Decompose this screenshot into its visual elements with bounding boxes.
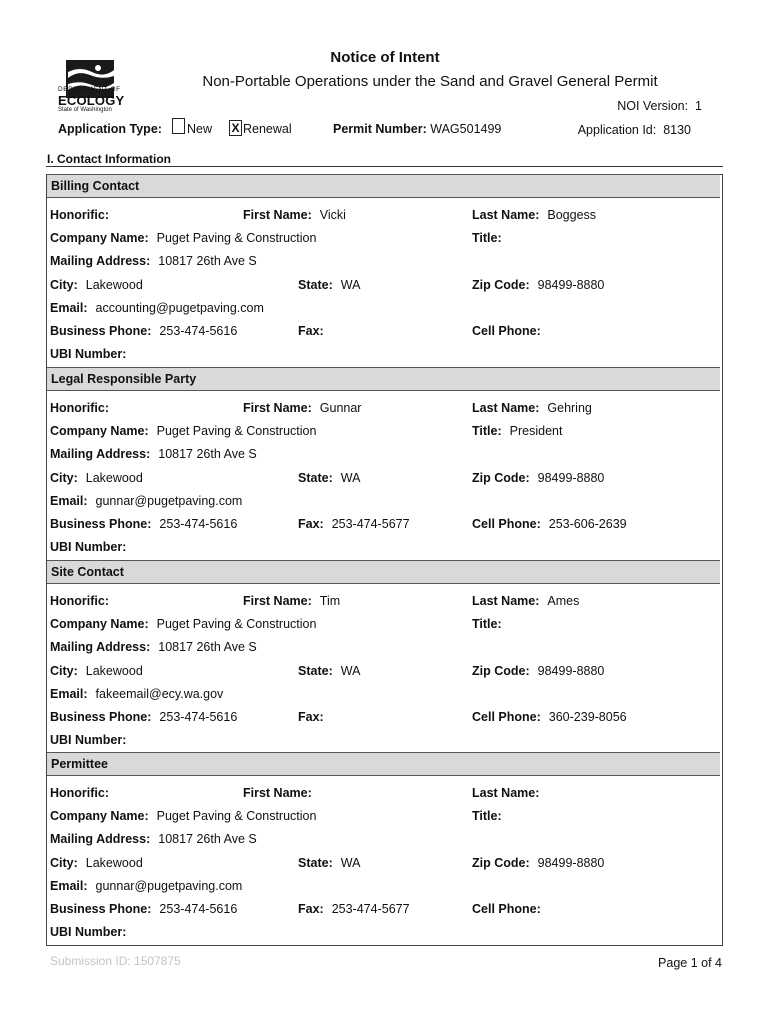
contact-city	[50, 278, 143, 292]
contact-email	[50, 687, 223, 701]
contact-state-value: WA	[340, 856, 361, 870]
contact-honorific-label: Honorific:	[50, 594, 110, 608]
contact-state-label: State:	[298, 278, 333, 292]
contact-mailing-address	[50, 447, 257, 461]
contact-first-name-label: First Name:	[243, 208, 312, 222]
contact-email-value: gunnar@pugetpaving.com	[95, 879, 243, 893]
contact-company-value: Puget Paving & Construction	[156, 231, 317, 245]
contact-title	[472, 424, 562, 438]
contact-state-label: State:	[298, 471, 333, 485]
contact-title-label: Title:	[472, 231, 502, 245]
contact-city	[50, 471, 143, 485]
contact-state-label: State:	[298, 664, 333, 678]
contact-business-phone	[50, 710, 237, 724]
contact-company	[50, 424, 316, 438]
application-id	[578, 123, 691, 137]
permit-number	[333, 122, 501, 136]
contact-business-phone	[50, 902, 237, 916]
contact-mailing-address-label: Mailing Address:	[50, 640, 151, 654]
contact-fax-label: Fax:	[298, 902, 324, 916]
contact-section-title: Billing Contact	[51, 179, 140, 193]
contact-cell-phone	[472, 517, 627, 531]
contact-company	[50, 231, 316, 245]
contact-business-phone-label: Business Phone:	[50, 517, 152, 531]
contact-cell-phone	[472, 324, 549, 338]
contact-city-value: Lakewood	[85, 471, 143, 485]
contact-company-label: Company Name:	[50, 424, 149, 438]
permit-number-label: Permit Number:	[333, 122, 427, 136]
contact-company	[50, 809, 316, 823]
contact-first-name-label: First Name:	[243, 786, 312, 800]
contact-cell-phone	[472, 902, 549, 916]
contact-mailing-address	[50, 832, 257, 846]
contact-title-label: Title:	[472, 424, 502, 438]
contact-email-label: Email:	[50, 687, 88, 701]
contact-email-label: Email:	[50, 301, 88, 315]
contact-fax	[298, 710, 332, 724]
contact-ubi	[50, 925, 134, 939]
contact-first-name	[243, 401, 361, 415]
contact-business-phone-value: 253-474-5616	[159, 902, 238, 916]
contact-first-name-value: Tim	[319, 594, 341, 608]
contact-business-phone-value: 253-474-5616	[159, 517, 238, 531]
contact-first-name-value: Gunnar	[319, 401, 362, 415]
contact-zip-label: Zip Code:	[472, 856, 530, 870]
contact-zip-value: 98499-8880	[537, 278, 605, 292]
contact-zip-value: 98499-8880	[537, 664, 605, 678]
page-number: Page 1 of 4	[658, 956, 722, 970]
contact-first-name	[243, 594, 340, 608]
contact-mailing-address-label: Mailing Address:	[50, 254, 151, 268]
contact-cell-phone-value: 360-239-8056	[548, 710, 627, 724]
contact-last-name-label: Last Name:	[472, 401, 540, 415]
contact-honorific-label: Honorific:	[50, 208, 110, 222]
contact-email-value: gunnar@pugetpaving.com	[95, 494, 243, 508]
contact-state-label: State:	[298, 856, 333, 870]
contact-honorific-label: Honorific:	[50, 786, 110, 800]
contact-business-phone-value: 253-474-5616	[159, 710, 238, 724]
contact-city-label: City:	[50, 664, 78, 678]
renewal-checkbox[interactable]	[229, 118, 242, 136]
contact-cell-phone-label: Cell Phone:	[472, 902, 541, 916]
contact-business-phone-label: Business Phone:	[50, 902, 152, 916]
contact-city-value: Lakewood	[85, 856, 143, 870]
contact-title	[472, 809, 510, 823]
contact-email-value: accounting@pugetpaving.com	[95, 301, 264, 315]
contact-zip	[472, 856, 604, 870]
contact-mailing-address	[50, 254, 257, 268]
contact-last-name-label: Last Name:	[472, 786, 540, 800]
contact-last-name-value: Gehring	[547, 401, 592, 415]
noi-version	[617, 99, 702, 113]
contact-honorific-label: Honorific:	[50, 401, 110, 415]
contact-email	[50, 301, 264, 315]
contact-state	[298, 856, 360, 870]
contact-city-label: City:	[50, 856, 78, 870]
contact-zip	[472, 471, 604, 485]
contact-cell-phone-value: 253-606-2639	[548, 517, 627, 531]
contact-last-name	[472, 594, 579, 608]
contact-fax-label: Fax:	[298, 517, 324, 531]
contact-first-name-value: Vicki	[319, 208, 346, 222]
contact-company-value: Puget Paving & Construction	[156, 424, 317, 438]
contact-title	[472, 231, 510, 245]
contact-ubi	[50, 347, 134, 361]
contact-city-value: Lakewood	[85, 278, 143, 292]
contact-state	[298, 664, 360, 678]
contact-fax	[298, 324, 332, 338]
contact-last-name-label: Last Name:	[472, 594, 540, 608]
section-title: I. Contact Information	[47, 152, 171, 166]
contact-business-phone-label: Business Phone:	[50, 710, 152, 724]
contact-email	[50, 879, 242, 893]
contact-honorific	[50, 208, 117, 222]
contact-state-value: WA	[340, 278, 361, 292]
submission-id: Submission ID: 1507875	[50, 954, 181, 968]
contact-fax-value: 253-474-5677	[331, 517, 410, 531]
new-checkbox-label: New	[187, 122, 213, 136]
application-id-value: 8130	[663, 123, 691, 137]
contact-city-label: City:	[50, 471, 78, 485]
contact-zip-label: Zip Code:	[472, 664, 530, 678]
contact-last-name	[472, 401, 592, 415]
contact-ubi	[50, 733, 134, 747]
contact-mailing-address-label: Mailing Address:	[50, 832, 151, 846]
contact-mailing-address-value: 10817 26th Ave S	[158, 447, 257, 461]
permit-number-value: WAG501499	[430, 122, 502, 136]
contact-first-name	[243, 786, 320, 800]
contact-company-value: Puget Paving & Construction	[156, 809, 317, 823]
contact-section-title: Legal Responsible Party	[51, 372, 197, 386]
contact-cell-phone-label: Cell Phone:	[472, 710, 541, 724]
page-title: Notice of Intent	[330, 49, 440, 66]
contact-company-label: Company Name:	[50, 809, 149, 823]
contact-fax-value: 253-474-5677	[331, 902, 410, 916]
contact-section-title: Site Contact	[51, 565, 124, 579]
contact-last-name-label: Last Name:	[472, 208, 540, 222]
contact-first-name	[243, 208, 346, 222]
contact-last-name-value: Boggess	[547, 208, 597, 222]
contact-email-label: Email:	[50, 879, 88, 893]
contact-title	[472, 617, 510, 631]
page-subtitle: Non-Portable Operations under the Sand and Gravel General Permit	[202, 73, 658, 90]
contact-title-value: President	[509, 424, 563, 438]
contact-business-phone	[50, 324, 237, 338]
logo-line2: ECOLOGY	[58, 93, 125, 108]
contact-ubi-label: UBI Number:	[50, 925, 127, 939]
contact-email-value: fakeemail@ecy.wa.gov	[95, 687, 224, 701]
noi-version-label: NOI Version:	[617, 99, 689, 113]
contact-honorific	[50, 401, 117, 415]
contact-fax	[298, 902, 410, 916]
contact-first-name-label: First Name:	[243, 401, 312, 415]
noi-version-value: 1	[695, 99, 702, 113]
contact-city-label: City:	[50, 278, 78, 292]
logo-line3: State of Washington	[58, 107, 112, 113]
contact-ubi	[50, 540, 134, 554]
contact-honorific	[50, 594, 117, 608]
contact-zip-value: 98499-8880	[537, 856, 605, 870]
contact-ubi-label: UBI Number:	[50, 540, 127, 554]
contact-business-phone-label: Business Phone:	[50, 324, 152, 338]
application-type-label: Application Type:	[58, 122, 162, 136]
contact-cell-phone-label: Cell Phone:	[472, 324, 541, 338]
contact-state-value: WA	[340, 471, 361, 485]
contact-section-header	[47, 752, 720, 776]
contact-mailing-address-value: 10817 26th Ave S	[158, 832, 257, 846]
contact-section-header	[47, 560, 720, 584]
contact-mailing-address-value: 10817 26th Ave S	[158, 254, 257, 268]
contact-company-label: Company Name:	[50, 617, 149, 631]
contact-ubi-label: UBI Number:	[50, 733, 127, 747]
contact-business-phone	[50, 517, 237, 531]
contact-mailing-address	[50, 640, 257, 654]
contact-honorific	[50, 786, 117, 800]
contact-section-title: Permittee	[51, 757, 108, 771]
contact-title-label: Title:	[472, 617, 502, 631]
contact-mailing-address-label: Mailing Address:	[50, 447, 151, 461]
contact-mailing-address-value: 10817 26th Ave S	[158, 640, 257, 654]
contact-last-name	[472, 208, 596, 222]
contact-zip-value: 98499-8880	[537, 471, 605, 485]
contact-cell-phone-label: Cell Phone:	[472, 517, 541, 531]
contact-last-name-value: Ames	[547, 594, 580, 608]
contact-company-label: Company Name:	[50, 231, 149, 245]
contact-email	[50, 494, 242, 508]
contact-zip	[472, 664, 604, 678]
logo-line1: DEPARTMENT OF	[58, 86, 121, 93]
application-id-label: Application Id:	[577, 123, 657, 137]
contact-fax	[298, 517, 410, 531]
contact-state	[298, 278, 360, 292]
contact-company	[50, 617, 316, 631]
contact-city-value: Lakewood	[85, 664, 143, 678]
contact-last-name	[472, 786, 547, 800]
contact-zip-label: Zip Code:	[472, 471, 530, 485]
contact-company-value: Puget Paving & Construction	[156, 617, 317, 631]
contact-cell-phone	[472, 710, 627, 724]
contact-fax-label: Fax:	[298, 324, 324, 338]
renewal-check-mark: X	[229, 120, 242, 136]
contact-city	[50, 664, 143, 678]
contact-first-name-label: First Name:	[243, 594, 312, 608]
new-checkbox[interactable]	[172, 118, 185, 134]
contact-state	[298, 471, 360, 485]
contact-fax-label: Fax:	[298, 710, 324, 724]
renewal-checkbox-label: Renewal	[243, 122, 292, 136]
contact-zip-label: Zip Code:	[472, 278, 530, 292]
contact-ubi-label: UBI Number:	[50, 347, 127, 361]
contact-section-header	[47, 174, 720, 198]
contact-city	[50, 856, 143, 870]
contact-state-value: WA	[340, 664, 361, 678]
section-divider	[46, 166, 723, 167]
contact-section-header	[47, 367, 720, 391]
contact-title-label: Title:	[472, 809, 502, 823]
contact-business-phone-value: 253-474-5616	[159, 324, 238, 338]
contact-zip	[472, 278, 604, 292]
contact-email-label: Email:	[50, 494, 88, 508]
